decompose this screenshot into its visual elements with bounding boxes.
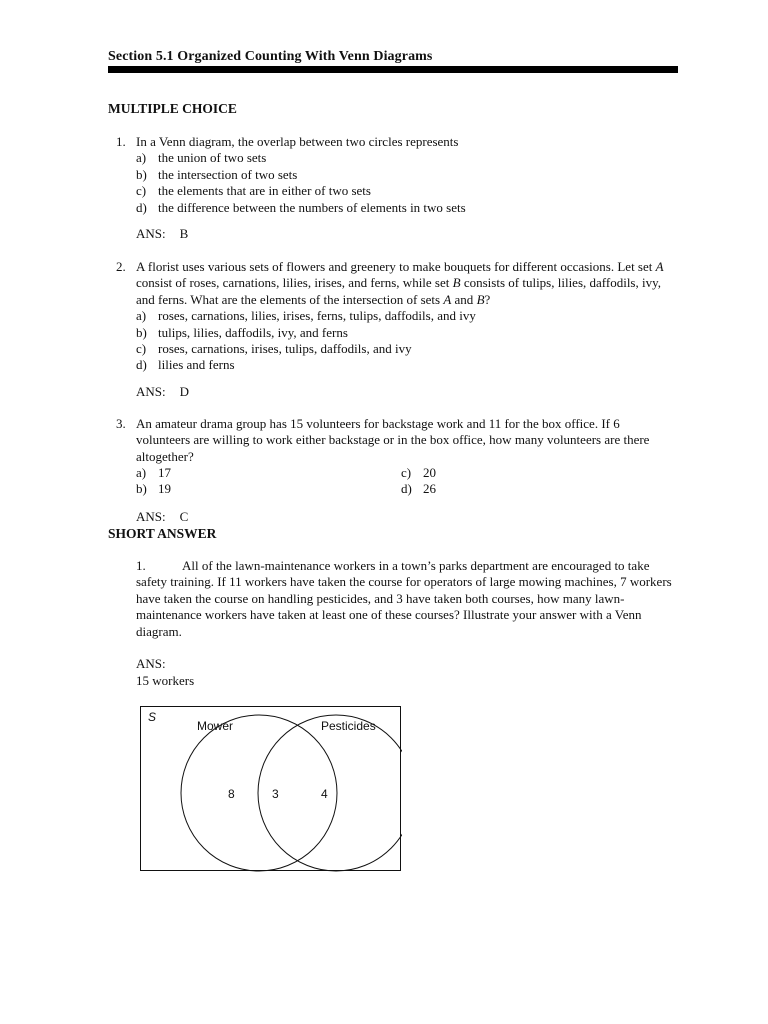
option-d [401, 481, 436, 497]
question-number: 3. [116, 416, 126, 431]
option-text: 17 [158, 465, 171, 481]
option-c [136, 341, 676, 357]
question-stem [136, 259, 676, 308]
stem-text: A florist uses various sets of flowers and greenery to make bouquets for different occasions. Let set [136, 259, 656, 274]
answer-value: C [179, 509, 189, 524]
stem-text: consists of tulips, lilies, daffodils, ivy, and ferns. What are the elements of the intersection of sets [136, 275, 662, 307]
mower-label: Mower [197, 719, 234, 733]
pesticides-label: Pesticides [321, 719, 376, 733]
set-a-symbol: A [655, 259, 664, 274]
option-text: lilies and ferns [158, 357, 235, 373]
option-text: the union of two sets [158, 150, 267, 166]
option-b [136, 167, 676, 183]
option-text: roses, carnations, lilies, irises, ferns, tulips, daffodils, and ivy [158, 308, 476, 324]
option-letter: a) [136, 465, 147, 481]
option-letter: d) [136, 357, 147, 373]
answer-value: D [179, 384, 190, 399]
stem-text: and [451, 291, 477, 307]
option-letter: b) [136, 324, 147, 340]
short-answer-heading: SHORT ANSWER [108, 526, 217, 541]
option-text: 20 [423, 465, 436, 481]
option-a [136, 150, 676, 166]
multiple-choice-heading: MULTIPLE CHOICE [108, 101, 237, 116]
answer-label: ANS: [136, 384, 166, 399]
option-b [136, 481, 171, 497]
option-c [401, 465, 436, 481]
option-letter: b) [136, 166, 147, 182]
answer-value: B [179, 226, 189, 241]
pesticides-only-count: 4 [321, 787, 328, 801]
venn-diagram [140, 706, 402, 877]
question-number: 2. [116, 259, 126, 274]
question-1 [116, 134, 676, 216]
section-title: Section 5.1 Organized Counting With Venn Diagrams [108, 49, 433, 64]
stem-text: ? [484, 291, 491, 307]
options-grid [136, 465, 676, 498]
question-2 [116, 259, 676, 374]
question-number: 1. [116, 134, 126, 149]
question-stem: In a Venn diagram, the overlap between two circles represents [136, 134, 459, 149]
option-letter: c) [136, 183, 147, 199]
short-answer-ans-label: ANS: [136, 656, 166, 671]
option-text: 26 [423, 481, 436, 497]
short-answer-question [136, 558, 676, 640]
set-a-symbol: A [443, 291, 452, 307]
short-answer-ans-text: 15 workers [136, 673, 195, 688]
option-letter: a) [136, 150, 147, 166]
option-letter: a) [136, 308, 147, 324]
question-stem: An amateur drama group has 15 volunteers for backstage work and 11 for the box office. If 6 volunteers are willing to work either backstage or in the box office, how many volunteers are there altogether? [136, 416, 650, 464]
option-letter: b) [136, 481, 147, 497]
question-number: 1. [136, 558, 146, 573]
option-a [136, 308, 676, 324]
answer-1 [136, 226, 188, 242]
option-text: 19 [158, 481, 171, 497]
option-letter: d) [401, 481, 412, 497]
answer-3 [136, 509, 188, 525]
answer-label: ANS: [136, 226, 166, 241]
stem-text: consist of roses, carnations, lilies, irises, and ferns, while set [136, 275, 453, 291]
question-3 [116, 416, 676, 498]
set-b-symbol: B [452, 275, 461, 291]
option-d [136, 357, 676, 373]
mower-only-count: 8 [228, 787, 235, 801]
option-text: the difference between the numbers of elements in two sets [158, 199, 466, 215]
option-d [136, 200, 676, 216]
set-b-symbol: B [476, 291, 485, 307]
answer-label: ANS: [136, 509, 166, 524]
option-letter: d) [136, 199, 147, 215]
option-text: the elements that are in either of two sets [158, 183, 371, 199]
option-c [136, 183, 676, 199]
option-a [136, 465, 171, 481]
title-rule [108, 66, 678, 73]
option-text: the intersection of two sets [158, 166, 298, 182]
question-text: All of the lawn-maintenance workers in a town’s parks department are encouraged to take safety training. If 11 workers have taken the course for operators of large mowing machines, 7 workers have taken the course on handling pesticides, and 3 have taken both courses, how many lawn-maintenance workers have taken at least one of these courses? Illustrate your answer with a Venn diagram. [136, 558, 672, 639]
both-count: 3 [272, 787, 279, 801]
option-letter: c) [401, 465, 412, 481]
universe-label: S [148, 710, 157, 724]
answer-2 [136, 384, 189, 400]
option-text: tulips, lilies, daffodils, ivy, and ferns [158, 324, 348, 340]
option-letter: c) [136, 341, 147, 357]
option-text: roses, carnations, irises, tulips, daffodils, and ivy [158, 341, 412, 357]
option-b [136, 325, 676, 341]
